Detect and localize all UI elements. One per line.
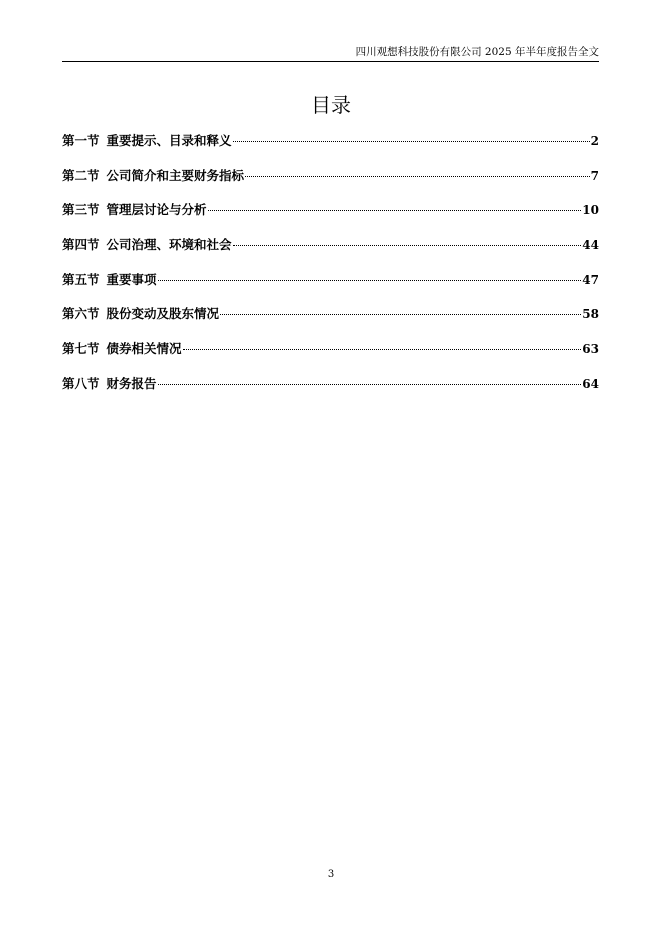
toc-section-number: 第四节 [62, 237, 100, 253]
toc-section-number: 第三节 [62, 202, 100, 218]
toc-list [62, 132, 599, 410]
toc-section-number: 第七节 [62, 341, 100, 357]
toc-section-number: 第六节 [62, 306, 100, 322]
dot-leader [158, 280, 582, 281]
toc-section-number: 第五节 [62, 271, 100, 287]
dot-leader [183, 349, 582, 350]
dot-leader [158, 384, 582, 385]
toc-page-number: 58 [582, 307, 599, 322]
toc-entry-2[interactable] [62, 167, 599, 202]
toc-section-number: 第一节 [62, 133, 100, 148]
toc-section-number: 第八节 [62, 375, 100, 391]
toc-page-number: 10 [582, 203, 599, 218]
dot-leader [233, 141, 590, 142]
toc-page-number: 2 [590, 134, 599, 148]
toc-page-number: 64 [582, 376, 599, 391]
toc-entry-4[interactable] [62, 236, 599, 271]
toc-section-number: 第二节 [62, 167, 100, 183]
toc-page-number: 47 [582, 272, 599, 287]
toc-entry-7[interactable] [62, 340, 599, 375]
page-number: 3 [327, 869, 335, 880]
header-text: 四川观想科技股份有限公司 2025 年半年度报告全文 [355, 46, 599, 58]
toc-section-title: 财务报告 [106, 375, 157, 391]
toc-entry-5[interactable] [62, 271, 599, 306]
running-header [62, 46, 599, 62]
toc-title: 目录 [311, 93, 351, 117]
toc-page-number: 7 [590, 168, 599, 183]
toc-section-title: 重要提示、目录和释义 [106, 133, 232, 148]
toc-section-title: 公司简介和主要财务指标 [106, 167, 245, 183]
toc-section-title: 公司治理、环境和社会 [106, 237, 232, 253]
toc-section-title: 债券相关情况 [106, 341, 182, 357]
toc-section-title: 管理层讨论与分析 [106, 202, 207, 218]
toc-entry-8[interactable] [62, 375, 599, 410]
toc-entry-3[interactable] [62, 201, 599, 236]
toc-page-number: 44 [582, 238, 599, 253]
toc-entry-1[interactable] [62, 132, 599, 167]
toc-section-title: 重要事项 [106, 271, 157, 287]
dot-leader [208, 210, 582, 211]
toc-entry-6[interactable] [62, 305, 599, 340]
dot-leader [233, 245, 582, 246]
dot-leader [245, 176, 590, 177]
toc-section-title: 股份变动及股东情况 [106, 306, 220, 322]
toc-page-number: 63 [582, 342, 599, 357]
dot-leader [220, 314, 581, 315]
